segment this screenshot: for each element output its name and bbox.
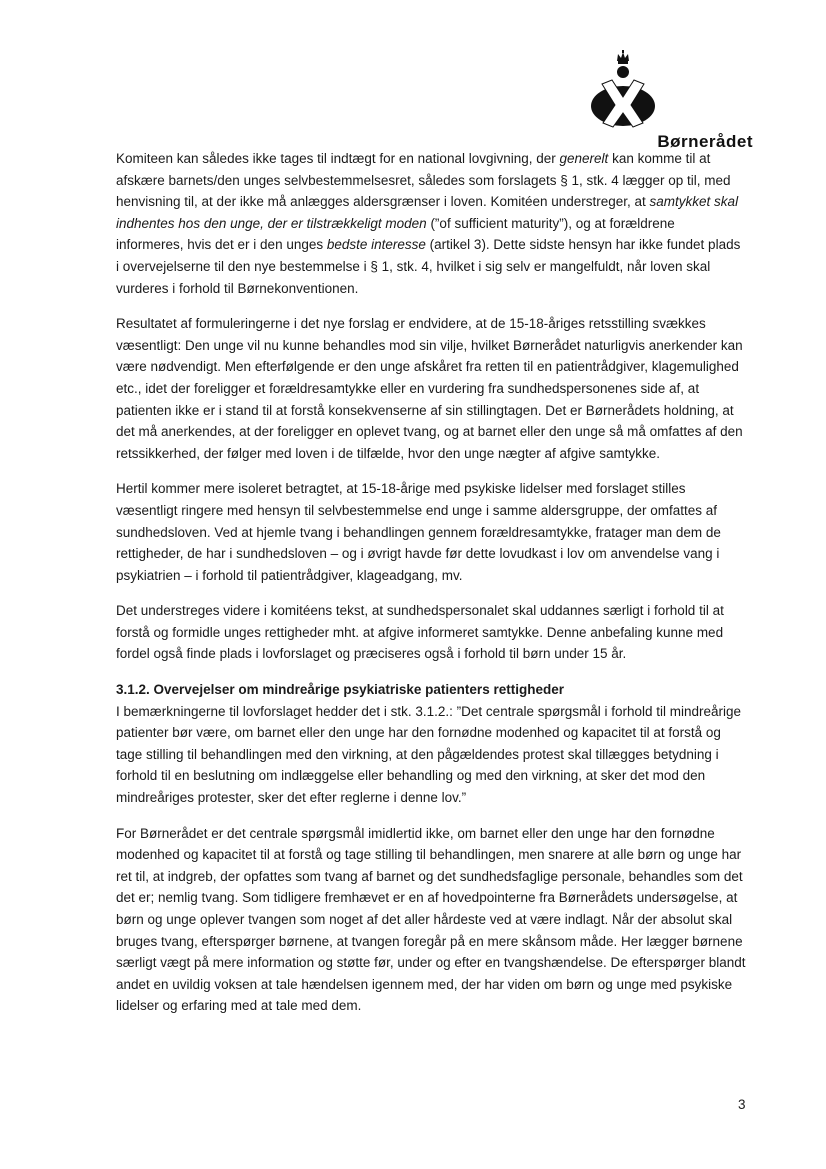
paragraph-4: Det understreges videre i komitéens tekst, at sundhedspersonalet skal uddannes særligt i forhold til at forstå og formidle unges rettigheder mht. at afgive informeret samtykke. Denne anbefaling kunne med fordel også finde plads i lovforslaget og præciseres også i forhold til børn under 15 år.	[116, 603, 724, 662]
paragraph-6: For Børnerådet er det centrale spørgsmål imidlertid ikke, om barnet eller den unge har den fornødne modenhed og kapacitet til at forstå og tage stilling til behandlingen, men snarere at alle børn og unge har ret til, at indgreb, der opfattes som tvang af barnet og det sundhedsfaglige personale, behandles som det det er; nemlig tvang. Som tidligere fremhævet er en af hovedpointerne fra Børnerådets undersøgelse, at børn og unge oplever tvangen som noget af det aller hårdeste ved at være indlagt. Når der absolut skal bruges tvang, efterspørger børnene, at tvangen foregår på en mere skånsom måde. Her lægger børnene særligt vægt på mere information og støtte før, under og efter en tvangshændelse. De efterspørger blandt andet en uvildig voksen at tale hændelsen igennem med, der har viden om børn og unge med psykiske lidelser og erfaring med at tale med dem.	[116, 825, 746, 1014]
p1-text-a: Komiteen kan således ikke tages til indtægt for en national lovgivning, der	[116, 151, 560, 166]
p1-text-e: (”of sufficient maturity”), og at forældrene informeres, hvis det er i den unges	[116, 215, 675, 253]
page-number: 3	[738, 1097, 746, 1112]
borneradet-logo	[578, 50, 753, 151]
p1-emphasis-d: samtykket skal indhentes hos den unge, der er tilstrækkeligt moden	[116, 194, 739, 231]
crown-figure-icon	[588, 50, 658, 130]
p1-text-c: kan komme til at afskære barnets/den unges selvbestemmelsesret, således som forslagets § 1, stk. 4 lægger op til, med henvisning til, at der ikke må anlægges aldersgrænser i loven. Komitéen understreger, at	[116, 151, 731, 210]
p1-emphasis-b: generelt	[559, 151, 609, 166]
section-heading: 3.1.2. Overvejelser om mindreårige psykiatriske patienters rettigheder	[116, 682, 564, 698]
paragraph-3: Hertil kommer mere isoleret betragtet, at 15-18-årige med psykiske lidelser med forslaget stilles væsentligt ringere med hensyn til selvbestemmelse end unge i samme aldersgruppe, der omfattes af sundhedsloven. Ved at hjemle tvang i behandlingen gennem forældresamtykke, fratager man dem de rettigheder, de har i sundhedsloven – og i øvrigt havde før dette lovudkast i lov om anvendelse vang i psykiatrien – i forhold til patientrådgiver, klageadgang, mv.	[116, 481, 721, 583]
paragraph-5: I bemærkningerne til lovforslaget hedder det i stk. 3.1.2.: ”Det centrale spørgsmål i forhold til mindreårige patienter bør være, om barnet eller den unge har den fornødne modenhed og kapacitet til at forstå og tage stilling til behandlingen med den virkning, at den pågældendes protest skal tillægges betydning i forhold til en beslutning om indlæggelse eller behandling og med den virkning, at sker det mod den mindreåriges protester, sker det efter reglerne i denne lov.”	[116, 703, 742, 806]
p1-emphasis-f: bedste interesse	[326, 237, 426, 253]
paragraph-1	[116, 148, 746, 299]
logo-wordmark: Børnerådet	[657, 132, 753, 151]
p1-text-g: (artikel 3). Dette sidste hensyn har ikke fundet plads i overvejelserne til den nye bestemmelse i § 1, stk. 4, hvilket i sig selv er mangelfuldt, når loven skal vurderes i forhold til Børnekonventionen.	[116, 237, 741, 296]
document-body	[116, 148, 746, 1031]
paragraph-2: Resultatet af formuleringerne i det nye forslag er endvidere, at de 15-18-åriges retsstilling svækkes væsentligt: Den unge vil nu kunne behandles mod sin vilje, hvilket Børnerådet naturligvis anerkender kan være nødvendigt. Men efterfølgende er den unge afskåret fra retten til en patientrådgiver, klagemulighed etc., idet der foreligger et forældresamtykke eller en vurdering fra sundhedspersonenes side af, at patienten ikke er i stand til at forstå konsekvenserne af sin stillingtagen. Det er Børnerådets holdning, at det må anerkendes, at der foreligger en oplevet tvang, og at barnet eller den unge så må omfattes af den retssikkerhed, der følger med loven i de tilfælde, hvor den unge nægter af afgive samtykke.	[116, 316, 743, 461]
